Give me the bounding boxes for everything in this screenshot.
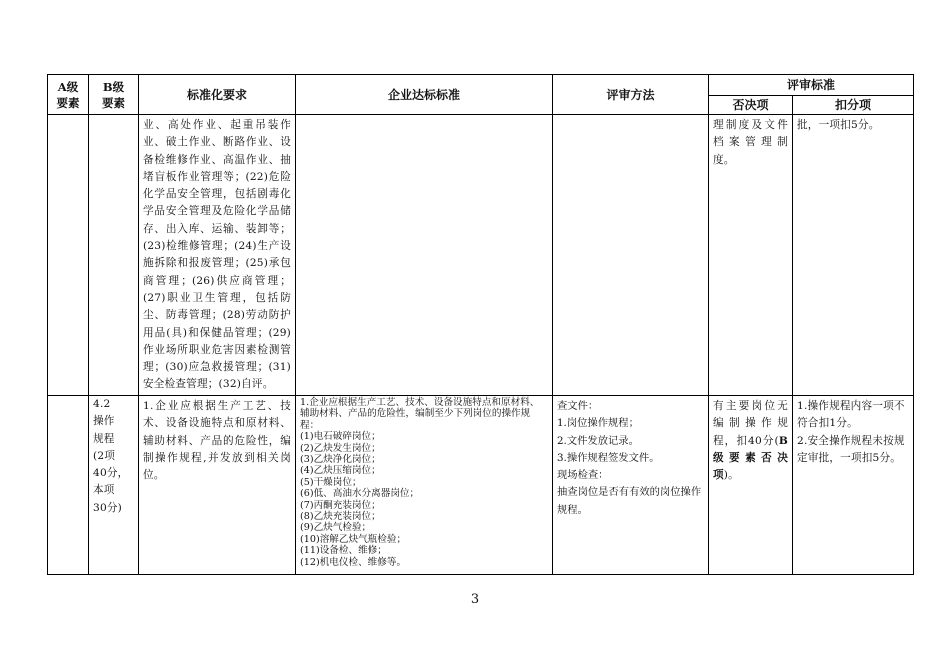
veto-text-bold: B级要素否决项 [713,434,788,482]
veto-text-suffix: )。 [723,469,739,482]
header-review-criteria: 评审标准 [709,75,914,96]
header-deduction: 扣分项 [793,96,914,115]
row1-a-level [48,115,89,396]
header-enterprise-standard: 企业达标标准 [296,75,553,115]
table-row [48,115,914,396]
row1-b-level [89,115,139,396]
row1-review-method [553,115,709,396]
header-a-level: A级 要素 [48,75,89,115]
row2-deduction: 1.操作规程内容一项不符合扣1分。 2.安全操作规程未按规定审批，一项扣5分。 [793,396,914,575]
row1-deduction: 批，一项扣5分。 [793,115,914,396]
row2-veto [709,396,793,575]
row1-requirement: 业、高处作业、起重吊装作业、破土作业、断路作业、设备检维修作业、高温作业、抽堵盲板作业管理等；(22)危险化学品安全管理，包括剧毒化学品安全管理及危险化学品储存、出入库、运输、装卸等；(23)检维修管理；(24)生产设施拆除和报废管理；(25)承包商管理；(26)供应商管理；(27)职业卫生管理，包括防尘、防毒管理；(28)劳动防护用品(具)和保健品管理；(29)作业场所职业危害因素检测管理；(30)应急救援管理；(31)安全检查管理；(32)自评。 [139,115,296,396]
row1-enterprise-standard [296,115,553,396]
row2-review-method: 查文件： 1.岗位操作规程； 2.文件发放记录。 3.操作规程签发文件。 现场检查： 抽查岗位是否有有效的岗位操作规程。 [553,396,709,575]
veto-text-prefix: 有主要岗位无编制操作规程，扣40分( [713,400,788,447]
header-b-level: B级 要素 [89,75,139,115]
page-number: 3 [470,592,480,607]
row2-b-level: 4.2 操作 规程 (2项 40分， 本项 30分) [89,396,139,575]
header-requirement: 标准化要求 [139,75,296,115]
table-row [48,396,914,575]
row2-a-level [48,396,89,575]
standards-table [47,74,914,575]
row2-enterprise-standard: 1.企业应根据生产工艺、技术、设备设施特点和原材料、辅助材料、产品的危险性，编制至少下列岗位的操作规程： (1)电石破碎岗位； (2)乙炔发生岗位； (3)乙炔净化岗位； (4)乙炔压缩岗位； (5)干燥岗位； (6)低、高油水分离器岗位； (7)丙酮充装岗位； (8)乙炔充装岗位； (9)乙炔气检验； (10)溶解乙炔气瓶检验； (11)设备检、维修； (12)机电仪检、维修等。 [296,396,553,575]
row2-requirement: 1.企业应根据生产工艺、技术、设备设施特点和原材料、辅助材料、产品的危险性，编制操作规程,并发放到相关岗位。 [139,396,296,575]
header-review-method: 评审方法 [553,75,709,115]
row1-veto: 理制度及文件档案管理制度。 [709,115,793,396]
header-veto: 否决项 [709,96,793,115]
